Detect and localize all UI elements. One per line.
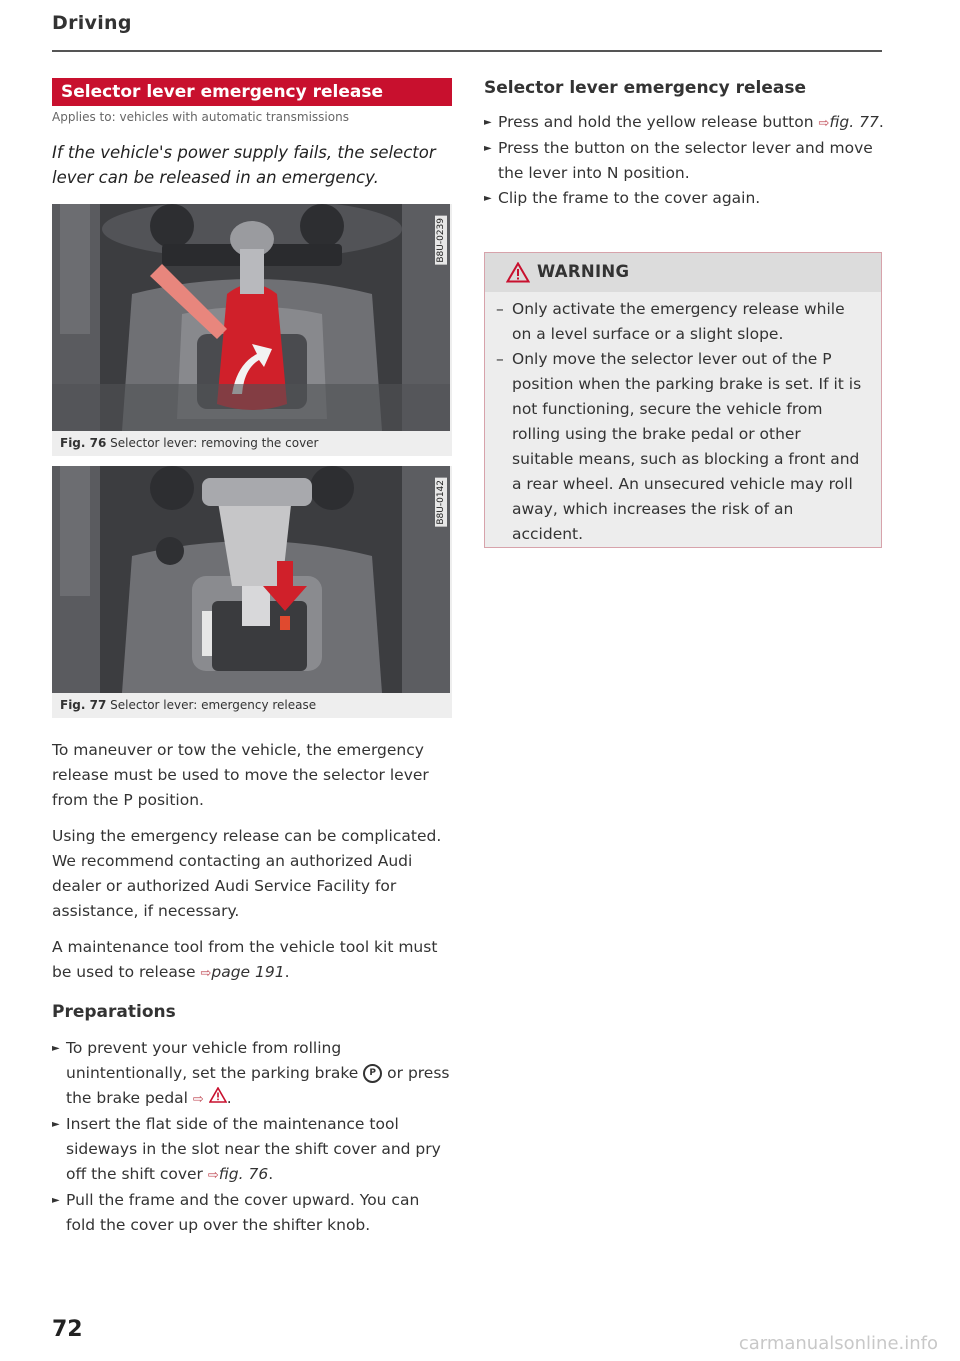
warning-triangle-icon[interactable]: [209, 1086, 227, 1111]
warning-box: [484, 252, 882, 548]
bullet-icon: ►: [484, 193, 492, 204]
warning-item: – Only activate the emergency release while on a level surface or a slight slope.: [496, 297, 866, 347]
arrow-icon: ⇨: [200, 966, 212, 981]
figure-76-image: [52, 204, 450, 431]
arrow-icon: ⇨: [818, 116, 830, 131]
caption-text: Selector lever: removing the cover: [110, 436, 319, 450]
emergency-release-illustration: [52, 466, 450, 693]
body-paragraphs: [52, 738, 452, 986]
figure-76-caption: [60, 436, 318, 450]
figure-77: [52, 466, 452, 718]
figure-reference-link[interactable]: fig. 76: [218, 1165, 269, 1183]
list-item: ► Clip the frame to the cover again.: [484, 186, 884, 211]
paragraph: A maintenance tool from the vehicle tool kit must be used to release ⇨page 191.: [52, 938, 438, 981]
warning-body: [485, 292, 881, 547]
list-item: ► Insert the flat side of the maintenance tool sideways in the slot near the shift cover and pry off the shift cover ⇨fig. 76.: [52, 1112, 452, 1188]
bullet-icon: ►: [484, 143, 492, 154]
caption-text: Selector lever: emergency release: [110, 698, 317, 712]
applies-to-note: Applies to: vehicles with automatic transmissions: [52, 110, 349, 124]
bullet-icon: ►: [52, 1195, 60, 1206]
paragraph: To maneuver or tow the vehicle, the emergency release must be used to move the selector lever from the P position.: [52, 741, 429, 809]
intro-text: If the vehicle's power supply fails, the selector lever can be released in an emergency.: [52, 143, 436, 187]
warning-list: [496, 297, 866, 547]
page-number: 72: [52, 1317, 83, 1342]
dash-icon: –: [496, 300, 504, 318]
section-title: Driving: [52, 12, 132, 34]
bullet-icon: ►: [52, 1119, 60, 1130]
image-code: B8U-0239: [436, 218, 446, 263]
list-item: ► Press the button on the selector lever and move the lever into N position.: [484, 136, 884, 186]
figure-76: [52, 204, 452, 456]
shifter-cover-illustration: [52, 204, 450, 431]
preparations-heading: Preparations: [52, 1002, 176, 1022]
list-item: ► To prevent your vehicle from rolling unintentionally, set the parking brake P or press the brake pedal ⇨ .: [52, 1036, 452, 1112]
warning-title: WARNING: [537, 262, 630, 281]
warning-header: [485, 253, 881, 292]
list-item: ► Pull the frame and the cover upward. You can fold the cover up over the shifter knob.: [52, 1188, 452, 1238]
preparations-list: [52, 1036, 452, 1238]
arrow-icon: ⇨: [207, 1168, 219, 1183]
release-steps-list: [484, 110, 884, 211]
header-divider: [52, 50, 882, 52]
dash-icon: –: [496, 350, 504, 368]
watermark: carmanualsonline.info: [738, 1333, 938, 1354]
warning-item: – Only move the selector lever out of the P position when the parking brake is set. If it is not functioning, secure the vehicle from rolling using the brake pedal or other suitable means, such as blocking a front and a rear wheel. An unsecured vehicle may roll away, which increases the risk of an accident.: [496, 347, 866, 547]
figure-77-caption: [60, 698, 316, 712]
section-banner-title: Selector lever emergency release: [52, 78, 452, 106]
image-code: B8U-0142: [436, 480, 446, 525]
list-item: ► Press and hold the yellow release button ⇨fig. 77.: [484, 110, 884, 136]
warning-triangle-icon: [506, 262, 530, 283]
parking-brake-icon: P: [363, 1064, 382, 1083]
bullet-icon: ►: [484, 117, 492, 128]
arrow-icon: ⇨: [192, 1092, 204, 1107]
figure-label: Fig. 76: [60, 436, 107, 450]
figure-label: Fig. 77: [60, 698, 107, 712]
bullet-icon: ►: [52, 1043, 60, 1054]
page-reference-link[interactable]: page 191: [211, 963, 285, 981]
paragraph: Using the emergency release can be complicated. We recommend contacting an authorized Audi dealer or authorized Audi Service Facility for assistance, if necessary.: [52, 827, 442, 920]
figure-77-image: [52, 466, 450, 693]
figure-reference-link[interactable]: fig. 77: [829, 113, 879, 131]
right-heading: Selector lever emergency release: [484, 78, 807, 98]
